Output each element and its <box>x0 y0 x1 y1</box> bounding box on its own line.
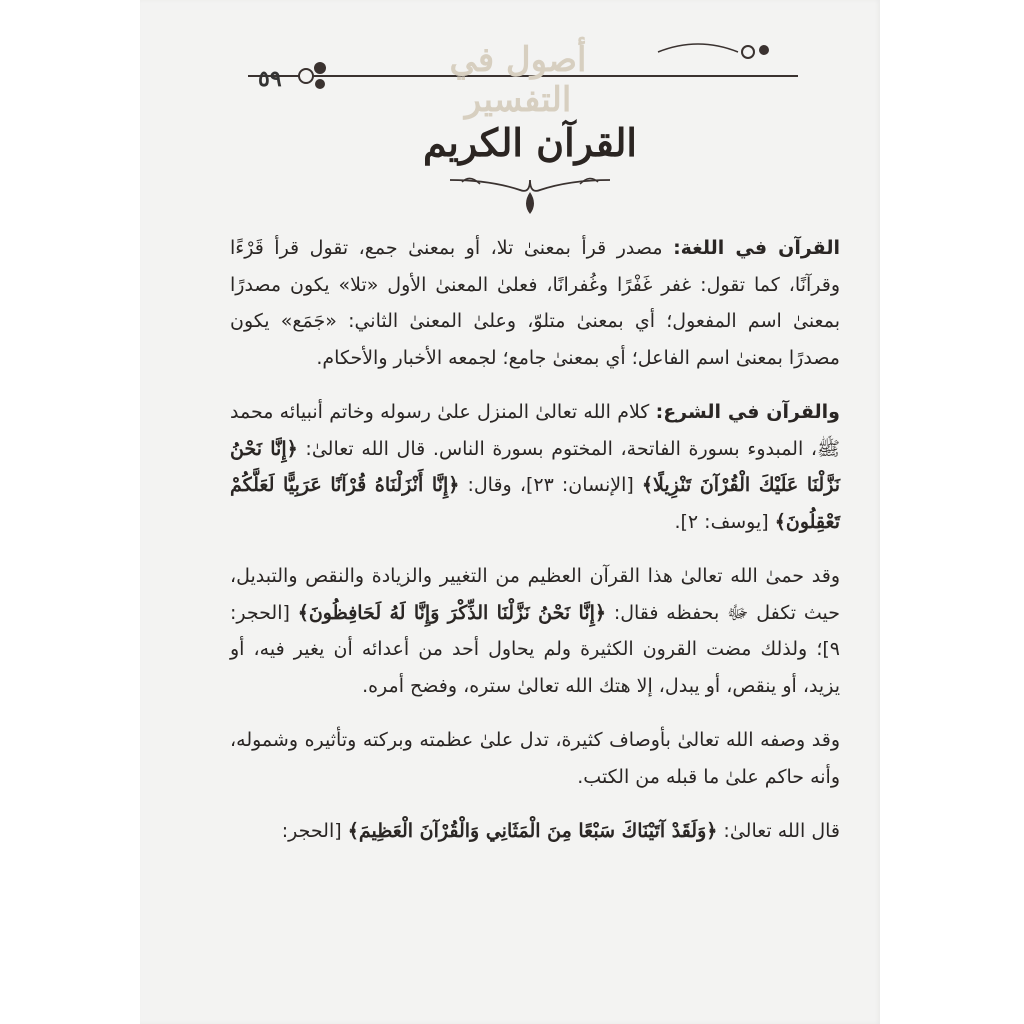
reference-hijr-87: [الحجر: <box>281 820 348 842</box>
paragraph-sharia <box>230 394 840 540</box>
quran-quote-hijr: ﴿إِنَّا نَحْنُ نَزَّلْنَا الذِّكْرَ وَإِنَّا لَهُ لَحَافِظُونَ﴾ <box>297 601 607 624</box>
chapter-title: القرآن الكريم <box>423 120 637 165</box>
term-lexical: القرآن في اللغة: <box>673 237 841 259</box>
paragraph-preservation <box>230 558 840 704</box>
running-head: أصول في التفسير <box>449 40 587 120</box>
page-header <box>228 38 808 120</box>
reference-yusuf: [يوسف: ٢]. <box>674 510 775 533</box>
paragraph-lexical-text: مصدر قرأ بمعنىٰ تلا، أو بمعنىٰ جمع، تقول قرأ قَرْءًا وقرآنًا، كما تقول: غفر غَفْرًا وغُفرانًا، فعلىٰ المعنىٰ الأول «تلا» يكون مصدرًا بمعنىٰ اسم المفعول؛ أي بمعنىٰ متلوّ، وعلىٰ المعنىٰ الثاني: «جَمَع» يكون مصدرًا بمعنىٰ اسم الفاعل؛ أي بمعنىٰ جامع؛ لجمعه الأخبار والأحكام. <box>230 237 840 369</box>
reference-insan: [الإنسان: ٢٣]، وقال: <box>459 474 642 496</box>
paragraph-descriptions <box>230 722 840 795</box>
page-margin <box>880 0 1024 1024</box>
quran-quote-insan: ﴿إِنَّا نَحْنُ نَزَّلْنَا عَلَيْكَ الْقُرْآنَ تَنْزِيلًا﴾ <box>230 437 840 496</box>
paragraph-descriptions-text: وقد وصفه الله تعالىٰ بأوصاف كثيرة، تدل علىٰ عظمته وبركته وتأثيره وشموله، وأنه حاكم علىٰ ما قبله من الكتب. <box>230 729 840 788</box>
paragraph-preservation-text: وقد حمىٰ الله تعالىٰ هذا القرآن العظيم من التغيير والزيادة والنقص والتبديل، حيث تكفل ﷻ بحفظه فقال: <box>230 565 840 624</box>
body-text <box>230 230 840 868</box>
paragraph-preservation-text-b: [الحجر: ٩]؛ ولذلك مضت القرون الكثيرة ولم يحاول أحد من أعدائه أن يغير فيه، أو يزيد، أو ينقص، أو يبدل، إلا هتك الله تعالىٰ ستره، وفضح أمره. <box>230 601 840 697</box>
paragraph-sharia-text: كلام الله تعالىٰ المنزل علىٰ رسوله وخاتم أنبيائه محمد ﷺ، المبدوء بسورة الفاتحة، المختوم بسورة الناس. قال الله تعالىٰ: <box>230 401 840 460</box>
quran-quote-mathani: ﴿وَلَقَدْ آتَيْنَاكَ سَبْعًا مِنَ الْمَثَانِي وَالْقُرْآنَ الْعَظِيمَ﴾ <box>347 820 718 842</box>
page-number: ٥٩ <box>258 66 282 92</box>
paragraph-quote-intro: قال الله تعالىٰ: <box>717 820 840 842</box>
paragraph-quote <box>230 813 840 850</box>
title-flourish-icon <box>440 170 620 220</box>
quran-quote-yusuf: ﴿إِنَّا أَنْزَلْنَاهُ قُرْآنًا عَرَبِيًّا لَعَلَّكُمْ تَعْقِلُونَ﴾ <box>230 474 840 533</box>
term-sharia: والقرآن في الشرع: <box>655 401 840 423</box>
paragraph-lexical <box>230 230 840 376</box>
